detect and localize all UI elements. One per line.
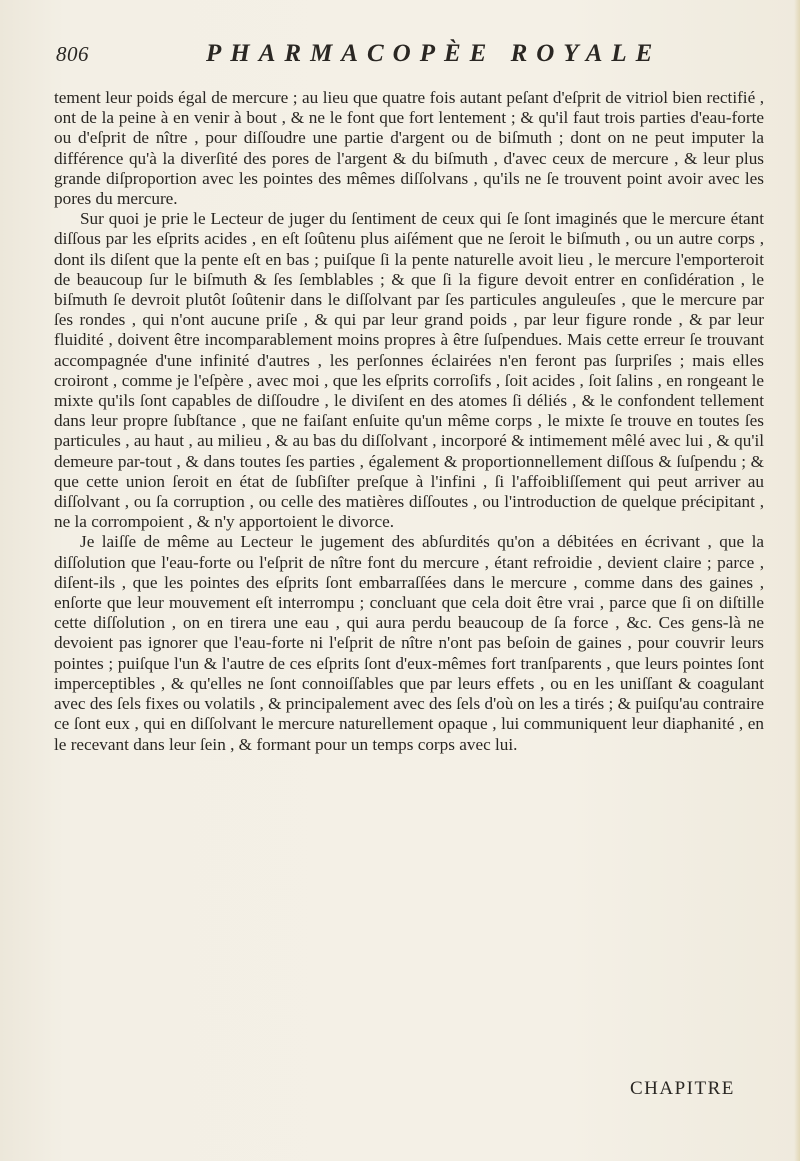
catchword: CHAPITRE — [630, 1078, 735, 1099]
page-edge — [794, 0, 800, 1161]
page-header — [56, 40, 756, 74]
body-text — [54, 88, 764, 755]
page-number: 806 — [56, 42, 89, 66]
paragraph: Je laiſſe de même au Lecteur le jugement des abſurdités qu'on a débitées en écrivant , que la diſſolution que l'eau-forte ou l'eſprit de nître font du mercure , étant refroidie , devient claire ; parce , diſent-ils , que les pointes des eſprits ſont embarraſſées dans le mercure , comme dans des gaines , enſorte que leur mouvement eſt interrompu ; concluant que cela doit être vrai , parce que ſi on diſtille cette diſſolution , on en tirera une eau , qui aura perdu beaucoup de ſa force , &c. Ces gens-là ne devoient pas ignorer que l'eau-forte ni l'eſprit de nître n'ont pas beſoin de gaines , pour couvrir leurs pointes ; puiſque l'un & l'autre de ces eſprits ſont d'eux-mêmes fort tranſparents , que leurs pointes ſont imperceptibles , & qu'elles ne ſont connoiſſables que par leurs effets , ou en les uniſſant & coagulant avec des ſels fixes ou volatils , & principalement avec des ſels d'où on les a tirés ; & puiſqu'au contraire ce ſont eux , qui en diſſolvant le mercure naturellement opaque , lui communiquent leur diaphanité , en le recevant dans leur ſein , & formant pour un temps corps avec lui. — [54, 532, 764, 754]
paragraph: Sur quoi je prie le Lecteur de juger du ſentiment de ceux qui ſe ſont imaginés que le mercure étant diſſous par les eſprits acides , en eſt ſoûtenu plus aiſément que ne ſeroit le biſmuth , ou un autre corps , dont ils diſent que la pente eſt en bas ; puiſque ſi la pente naturelle avoit lieu , le mercure l'emporteroit de beaucoup ſur le biſmuth & ſes ſemblables ; & que ſi la figure devoit entrer en conſidération , le biſmuth ſe devroit plutôt ſoûtenir dans le diſſolvant par ſes particules anguleuſes , que le mercure par ſes rondes , qui n'ont aucune priſe , & qui par leur grand poids , par leur figure ronde , & par leur fluidité , doivent être incomparablement moins propres à être ſuſpendues. Mais cette erreur ſe trouvant accompagnée d'une infinité d'autres , les perſonnes éclairées n'en feront pas ſurpriſes ; mais elles croiront , comme je l'eſpère , avec moi , que les eſprits corroſifs , ſoit acides , ſoit ſalins , en rongeant le mixte qu'ils ſont capables de diſſoudre , le diviſent en des atomes ſi déliés , & le confondent tellement dans leur propre ſubſtance , que ne faiſant enſuite qu'un même corps , le mixte ſe trouve en toutes ſes particules , au haut , au milieu , & au bas du diſſolvant , incorporé & intimement mêlé avec lui , & qu'il demeure par-tout , & dans toutes ſes parties , également & proportionnellement diſſous & ſuſpendu ; & que cette union ſeroit en état de ſubſiſter preſque à l'infini , ſi l'affoibliſſement qui peut arriver au diſſolvant , ou ſa corruption , ou celle des matières diſſoutes , ou l'introduction de quelque précipitant , ne la corrompoient , & n'y apportoient le divorce. — [54, 209, 764, 532]
running-head: PHARMACOPÈE ROYALE — [206, 40, 662, 67]
paragraph: tement leur poids égal de mercure ; au lieu que quatre fois autant peſant d'eſprit de vitriol bien rectifié , ont de la peine à en venir à bout , & ne le font que fort lentement ; & qu'il faut trois parties d'eau-forte ou d'eſprit de nître , pour diſſoudre une partie d'argent ou de biſmuth ; dont on ne peut imputer la différence qu'à la diverſité des pores de l'argent & du biſmuth , d'avec ceux de mercure , & leur plus grande diſproportion avec les pointes des mêmes diſſolvans , qu'ils ne ſe trouvent point avoir avec les pores du mercure. — [54, 88, 764, 209]
